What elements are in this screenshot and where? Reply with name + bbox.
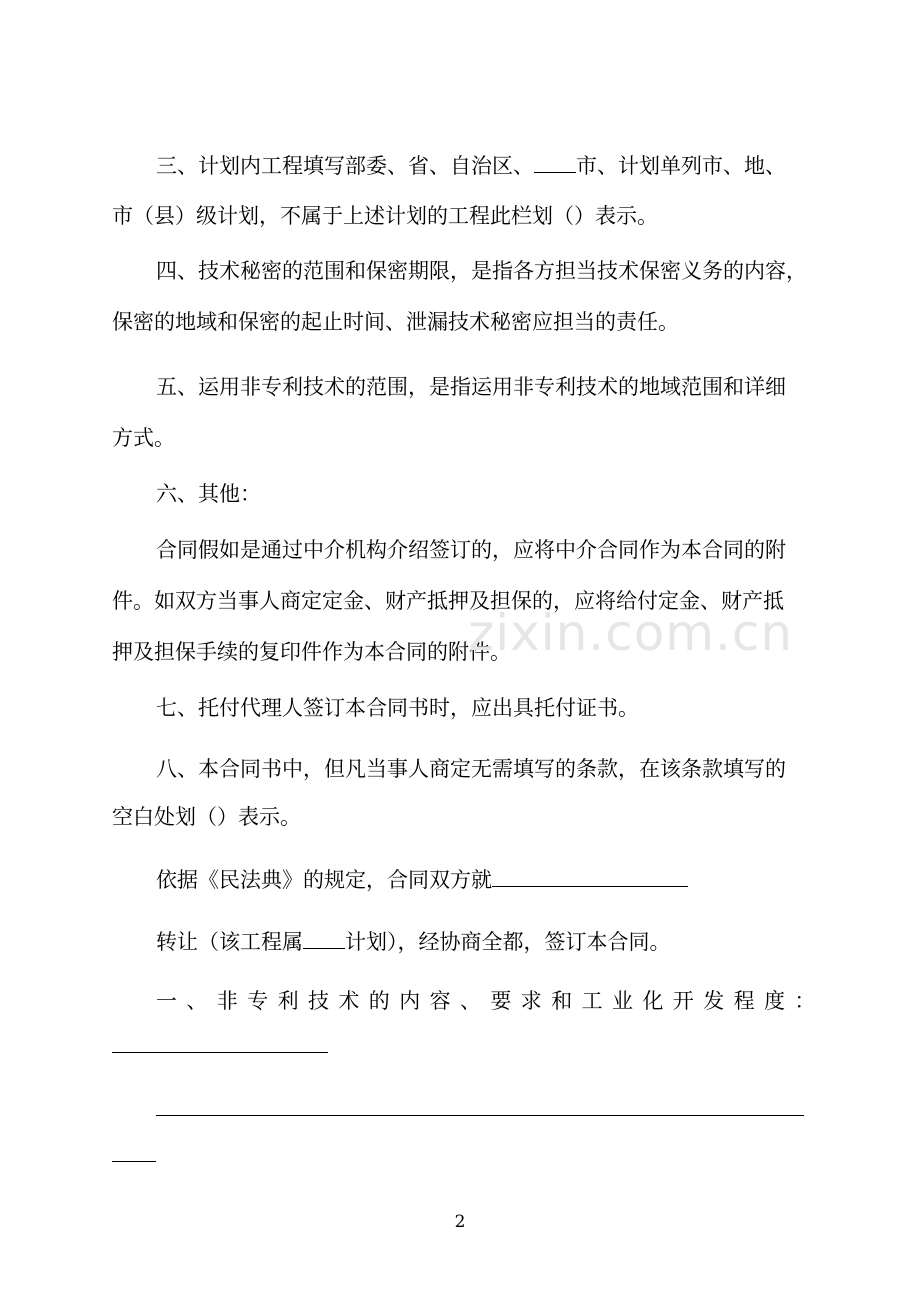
text-segment: 转让（该工程属 xyxy=(156,930,303,954)
text-line: 押及担保手续的复印件作为本合同的附件。 xyxy=(112,640,511,664)
text-line: 市（县）级计划，不属于上述计划的工程此栏划（）表示。 xyxy=(112,204,658,228)
paragraph-item-6: 六、其他： xyxy=(156,482,261,506)
paragraph-item-7: 七、托付代理人签订本合同书时，应出具托付证书。 xyxy=(156,696,639,720)
paragraph-basis xyxy=(156,866,688,893)
text-segment: 市、计划单列市、地、 xyxy=(576,154,786,178)
blank-field xyxy=(534,152,576,173)
blank-line xyxy=(156,1115,804,1116)
blank-field xyxy=(303,928,345,949)
text-line: 方式。 xyxy=(112,426,175,450)
paragraph-item-3 xyxy=(156,152,786,179)
blank-line xyxy=(112,1052,328,1053)
text-line: 空白处划（）表示。 xyxy=(112,805,301,829)
section-heading-1: 一、非专利技术的内容、要求和工业化开发程度： xyxy=(156,989,825,1013)
text-segment: 计划），经协商全都，签订本合同。 xyxy=(345,930,671,954)
paragraph-item-5: 五、运用非专利技术的范围，是指运用非专利技术的地域范围和详细 xyxy=(156,375,786,399)
blank-line xyxy=(112,1161,156,1162)
blank-field xyxy=(492,866,688,887)
text-segment: 依据《民法典》的规定，合同双方就 xyxy=(156,868,492,892)
page-number: 2 xyxy=(454,1212,466,1232)
paragraph-transfer xyxy=(156,928,671,955)
text-line: 件。如双方当事人商定定金、财产抵押及担保的，应将给付定金、财产抵 xyxy=(112,589,784,613)
text-segment: 三、计划内工程填写部委、省、自治区、 xyxy=(156,154,534,178)
text-line: 保密的地域和保密的起止时间、泄漏技术秘密应担当的责任。 xyxy=(112,310,679,334)
watermark: zixin.com.cn xyxy=(468,604,794,662)
paragraph-item-8: 八、本合同书中，但凡当事人商定无需填写的条款，在该条款填写的 xyxy=(156,757,786,781)
paragraph-intermediary: 合同假如是通过中介机构介绍签订的，应将中介合同作为本合同的附 xyxy=(156,538,786,562)
paragraph-item-4: 四、技术秘密的范围和保密期限，是指各方担当技术保密义务的内容， xyxy=(156,259,807,283)
